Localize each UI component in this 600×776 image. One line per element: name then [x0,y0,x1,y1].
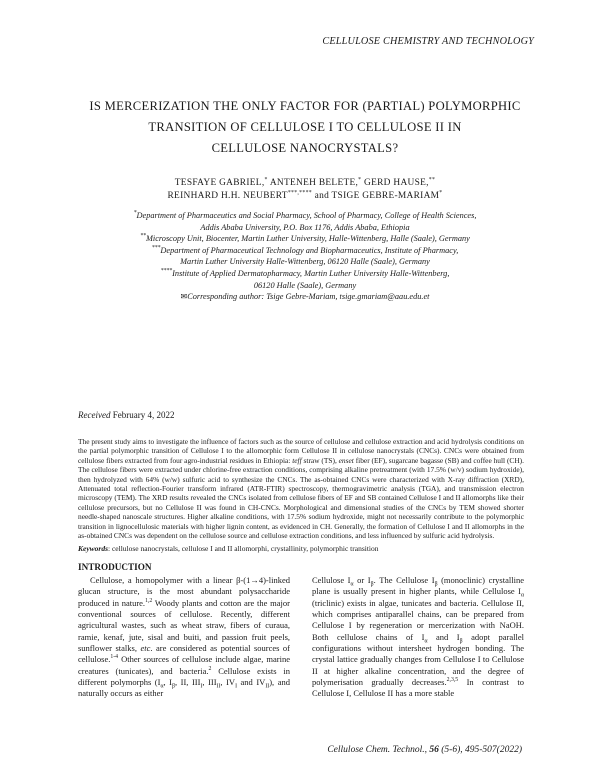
corresponding-author: ✉Corresponding author: Tsige Gebre-Mariam, tsige.gmariam@aau.edu.et [180,292,430,302]
envelope-icon: ✉ [180,292,188,302]
journal-header: CELLULOSE CHEMISTRY AND TECHNOLOGY [322,36,534,47]
affiliation-line: 06120 Halle (Saale), Germany [253,280,357,290]
title-line: TRANSITION OF CELLULOSE I TO CELLULOSE II IN [148,120,462,134]
affiliation-line: **Microscopy Unit, Biocenter, Martin Luther University, Halle-Wittenberg, Halle (Saale), Germany [140,233,470,244]
author-name: and TSIGE GEBRE-MARIAM [314,190,440,201]
section-heading: INTRODUCTION [78,562,152,572]
title-line: IS MERCERIZATION THE ONLY FACTOR FOR (PARTIAL) POLYMORPHIC [89,99,521,113]
intro-left-column: Cellulose, a homopolymer with a linear β-(1→4)-linked glucan structure, is the most abundant polysaccharide produced in nature.$^{1,2}$ Woody plants and cotton are the major conventional sources of cellulose. Recently, different agricultural wastes, such as wheat straw, fibers of curaua, ramie, kenaf, jute, sisal and buiti, and passion fruit peels, sunflower stalks, etc. are considered as potential sources of cellulose.$^{1-4}$ Other sources of cellulose include algae, marine creatures (tunicates), and bacteria.$^2$ Cellulose exists in different polymorphs ($I_\alpha$, $I_\beta$, II, $III_I$, $III_{II}$, $IV_I$ and $IV_{II}$), and naturally occurs as either [78,575,290,699]
author-name: GERD HAUSE, [364,178,429,188]
author-name: TESFAYE GABRIEL, [174,178,265,188]
affiliation-line: ***Department of Pharmaceutical Technology and Biopharmaceutics, Institute of Pharmacy, [151,245,459,255]
author-name: ANTENEH BELETE, [269,178,359,188]
affiliation-line: Addis Ababa University, P.O. Box 1176, Addis Ababa, Ethiopia [200,222,410,232]
author-name: REINHARD H.H. NEUBERT [167,190,288,201]
affiliation-line: *Department of Pharmaceutics and Social Pharmacy, School of Pharmacy, College of Health Sciences, [133,210,477,220]
citation-footer: Cellulose Chem. Technol., 56 (5-6), 495-507(2022) [327,745,522,755]
affiliation-line: ****Institute of Applied Dermatopharmacy, Martin Luther University Halle-Wittenberg, [160,268,450,278]
author-list: TESFAYE GABRIEL,* ANTENEH BELETE,* GERD HAUSE,** REINHARD H.H. NEUBERT***,**** and TSIGE GEBRE-MARIAM* [167,176,443,201]
affiliation-line: Martin Luther University Halle-Wittenberg, 06120 Halle (Saale), Germany [180,257,430,267]
affiliations [80,210,530,303]
intro-right-column: Cellulose $I_\alpha$ or $I_\beta$. The Cellulose $I_\beta$ (monoclinic) crystalline plane is usually present in higher plants, while Cellulose $I_\alpha$ (triclinic) exists in algae, tunicates and bacteria. Cellulose II, which comprises antiparallel chains, can be prepared from Cellulose I by regeneration or mercerization with NaOH. Both cellulose chains of $I_\alpha$ and $I_\beta$ adopt parallel configurations without intersheet hydrogen bonding. The crystal lattice gradually changes from Cellulose I to Cellulose II at higher alkaline concentration, and the degree of polymerisation gradually decreases.$^{2,3,5}$ In contrast to Cellulose I, Cellulose II has a more stable [312,575,524,699]
title-line: CELLULOSE NANOCRYSTALS? [211,141,399,155]
paper-title [70,96,540,159]
keywords: Keywords: cellulose nanocrystals, cellulose I and II allomorphi, crystallinity, polymorphic transition [78,544,379,553]
received-date: Received February 4, 2022 [78,410,175,420]
abstract: The present study aims to investigate the influence of factors such as the source of cellulose and cellulose extraction and acid hydrolysis conditions on the partial polymorphic transition of Cellulose I to the allomorphic form Cellulose II in cellulose nanocrystals (CNCs). CNCs were obtained from cellulose fibers extracted from four agro-industrial residues in Ethiopia: teff straw (TS), enset fiber (EF), sugarcane bagasse (SB) and coffee hull (CH). The cellulose fibers were extracted under chlorine-free extraction conditions, comprising alkaline pretreatment (with 17.5% (w/v) sodium hydroxide), then hydrolyzed with 64% (w/w) sulfuric acid to synthesize the CNCs. The as-obtained CNCs were characterized with X-ray diffraction (XRD), Attenuated total reflection-Fourier transform infrared (ATR-FTIR) spectroscopy, thermogravimetric analysis (TGA), and transmission electron microscopy (TEM). The XRD results revealed the CNCs isolated from cellulose fibers of EF and SB contained Cellulose I and II allomorphs like their cellulose precursors, but no Cellulose II was found in CH-CNCs. Morphological and dimensional studies of the CNCs by TEM showed shorter needle-shaped nanoscale structures. Higher alkaline conditions, with 17.5% sodium hydroxide, might not necessarily contribute to the polymorphic transition in lignocellulosic materials with higher lignin content, as evidenced in CH. Generally, the formation of Cellulose I and II allomorphs in the as-obtained CNCs was dependent on the cellulose source and cellulose extraction conditions, and less influenced by sulfuric acid hydrolysis. [78,437,524,541]
